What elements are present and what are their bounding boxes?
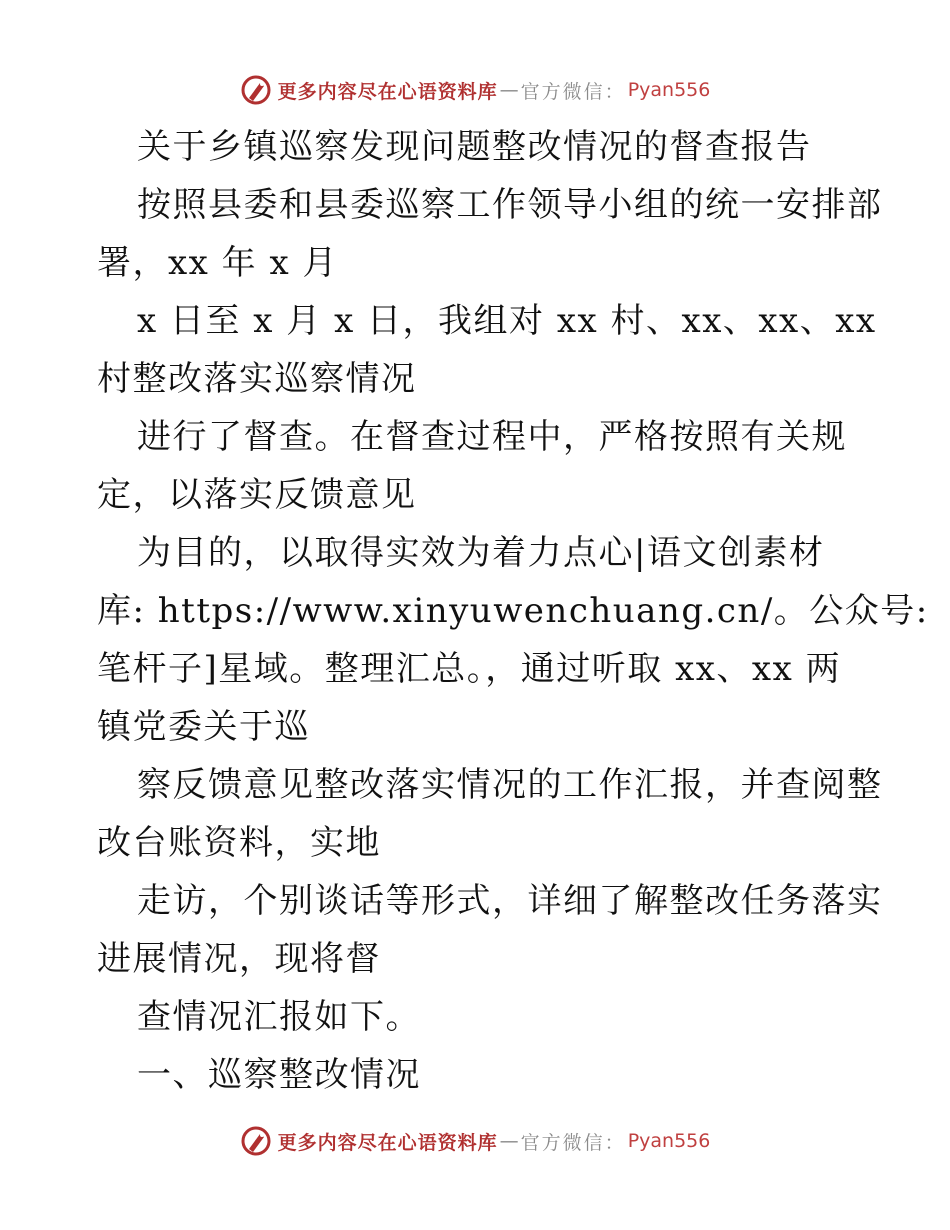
paragraph-line: 进行了督查。在督查过程中，严格按照有关规 [137,417,847,457]
pen-logo-icon [240,1125,272,1157]
paragraph-line: 走访，个别谈话等形式，详细了解整改任务落实 [137,881,883,921]
banner-text: 更多内容尽在心语资料库 [277,1131,498,1154]
paragraph-line: 按照县委和县委巡察工作领导小组的统一安排部 [137,185,883,225]
banner-wechat-id: Pyan556 [627,79,711,101]
paragraph-line: 笔杆子]星域。整理汇总。，通过听取 xx、xx 两 [97,649,842,689]
banner-label: 官方微信： [520,80,626,103]
document-body [97,118,929,1104]
banner-dash: — [499,79,519,101]
paragraph-line: 村整改落实巡察情况 [97,359,417,399]
paragraph-line: 定，以落实反馈意见 [97,475,417,515]
pen-logo-icon [240,74,272,106]
footer-watermark-banner [0,1121,950,1161]
banner-dash: — [499,1130,519,1152]
paragraph-line: 镇党委关于巡 [97,707,310,747]
paragraph-line: x 日至 x 月 x 日，我组对 xx 村、xx、xx、xx [137,301,877,341]
paragraph-line: 进展情况，现将督 [97,939,381,979]
paragraph-line: 改台账资料，实地 [97,823,381,863]
banner-label: 官方微信： [520,1131,626,1154]
paragraph-line: 库: https://www.xinyuwenchuang.cn/。公众号: [97,591,929,631]
paragraph-line: 查情况汇报如下。 [137,997,421,1037]
document-title: 关于乡镇巡察发现问题整改情况的督查报告 [137,127,812,167]
header-watermark-banner [0,70,950,110]
paragraph-line: 察反馈意见整改落实情况的工作汇报，并查阅整 [137,765,883,805]
banner-text: 更多内容尽在心语资料库 [277,80,498,103]
paragraph-line: 为目的，以取得实效为着力点心|语文创素材 [137,533,825,573]
banner-wechat-id: Pyan556 [627,1130,711,1152]
paragraph-line: 署，xx 年 x 月 [97,243,338,283]
section-heading: 一、巡察整改情况 [137,1055,421,1095]
